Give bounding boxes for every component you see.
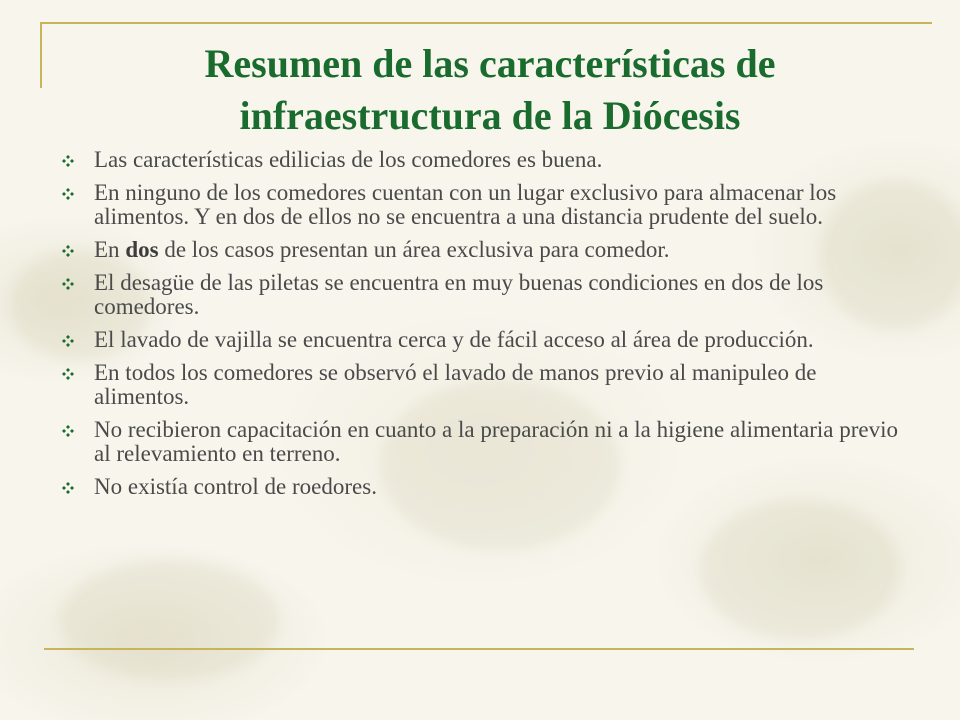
background-texture — [700, 500, 900, 640]
bullet-text: En todos los comedores se observó el lavado de manos previo al manipuleo de alimentos. — [94, 360, 817, 409]
bullet-text-bold: dos — [125, 237, 159, 262]
bullet-item — [60, 418, 910, 466]
bullet-text: El desagüe de las piletas se encuentra en muy buenas condiciones en dos de los comedores. — [94, 270, 824, 319]
bullet-text: No existía control de roedores. — [94, 474, 377, 499]
bottom-rule — [44, 648, 914, 650]
bullet-item — [60, 271, 910, 319]
bullet-item — [60, 361, 910, 409]
title-line-1: Resumen de las características de — [204, 41, 776, 86]
four-diamond-bullet-icon — [62, 335, 74, 347]
bullet-item — [60, 475, 910, 499]
four-diamond-bullet-icon — [62, 155, 74, 167]
left-rule — [40, 22, 42, 88]
bullet-text: En ninguno de los comedores cuentan con un lugar exclusivo para almacenar los alimentos. Y en dos de ellos no se encuentra a una distancia prudente del suelo. — [94, 180, 837, 229]
four-diamond-bullet-icon — [62, 482, 74, 494]
four-diamond-bullet-icon — [62, 188, 74, 200]
bullet-text-post: de los casos presentan un área exclusiva para comedor. — [158, 237, 670, 262]
top-rule — [40, 22, 932, 24]
four-diamond-bullet-icon — [62, 368, 74, 380]
slide-title — [60, 38, 920, 142]
bullet-text: No recibieron capacitación en cuanto a la preparación ni a la higiene alimentaria previo al relevamiento en terreno. — [94, 417, 898, 466]
four-diamond-bullet-icon — [62, 278, 74, 290]
bullet-text: Las características edilicias de los comedores es buena. — [94, 147, 603, 172]
bullet-list — [60, 148, 910, 508]
bullet-item — [60, 238, 910, 262]
title-line-2: infraestructura de la Diócesis — [239, 93, 741, 138]
background-texture — [60, 560, 280, 680]
bullet-item — [60, 328, 910, 352]
bullet-item — [60, 181, 910, 229]
bullet-item — [60, 148, 910, 172]
four-diamond-bullet-icon — [62, 425, 74, 437]
four-diamond-bullet-icon — [62, 245, 74, 257]
bullet-text: El lavado de vajilla se encuentra cerca y de fácil acceso al área de producción. — [94, 327, 814, 352]
bullet-text-pre: En — [94, 237, 126, 262]
